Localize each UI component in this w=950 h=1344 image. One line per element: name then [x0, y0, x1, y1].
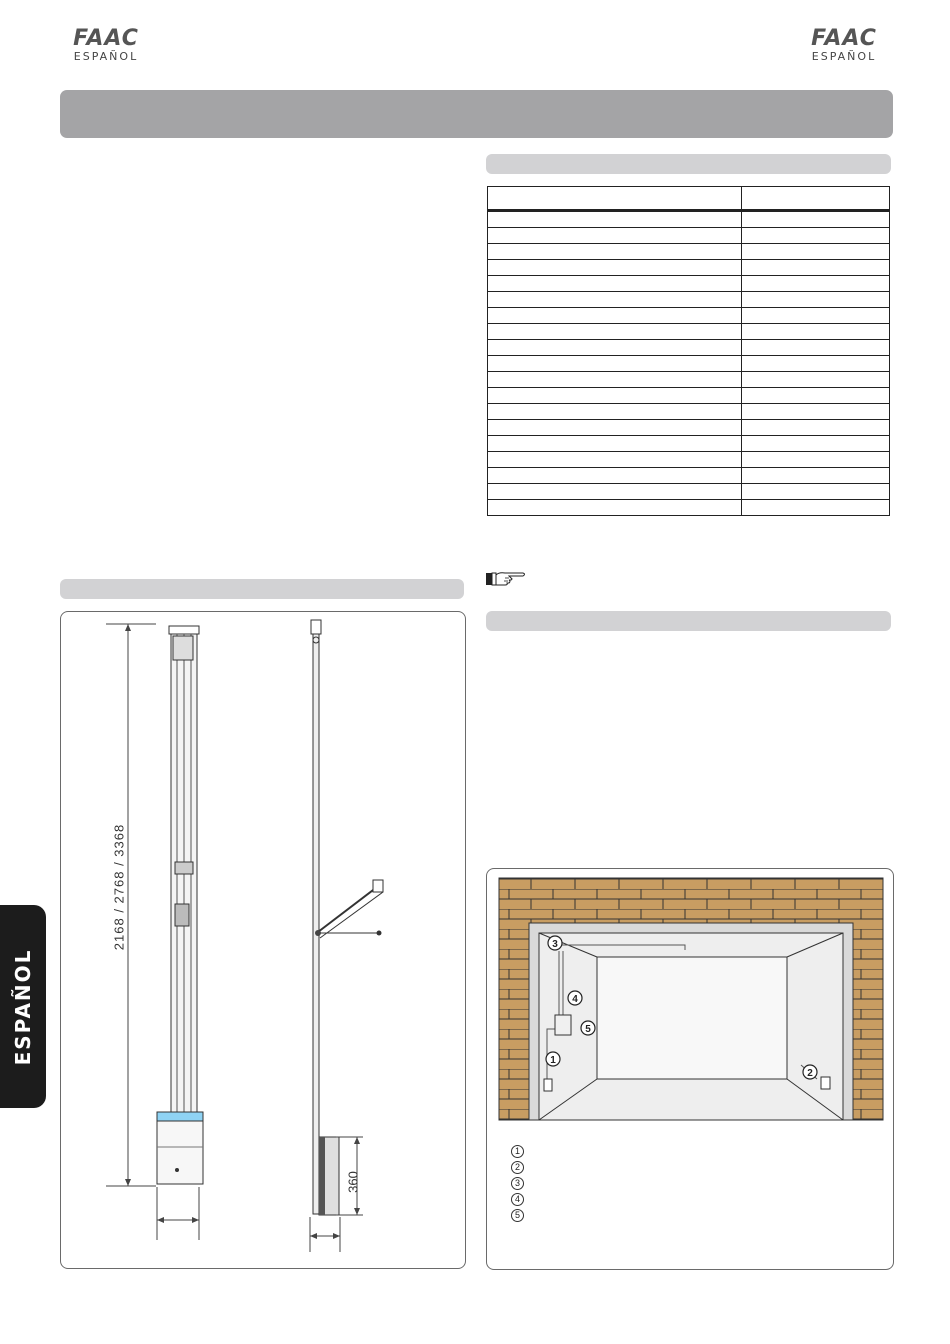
- legend-marker: 2: [511, 1161, 524, 1174]
- page-title-bar: [60, 90, 893, 138]
- technical-data-table: [487, 186, 890, 516]
- table-row: [488, 404, 890, 420]
- table-row: [488, 356, 890, 372]
- brand-name: FAAC: [811, 26, 877, 51]
- section-header-dimensions: [60, 579, 464, 599]
- table-row: [488, 260, 890, 276]
- legend-marker: 4: [511, 1193, 524, 1206]
- brand-name: FAAC: [73, 26, 139, 51]
- table-row: [488, 388, 890, 404]
- installation-legend: [511, 1143, 524, 1223]
- table-row: [488, 211, 890, 228]
- svg-text:5: 5: [585, 1024, 591, 1035]
- language-side-tab: [0, 905, 46, 1108]
- svg-text:4: 4: [572, 994, 578, 1005]
- height-dimension-label: 2168 / 2768 / 3368: [111, 823, 127, 951]
- faac-logo-left: [56, 28, 156, 64]
- table-row: [488, 340, 890, 356]
- table-row: [488, 276, 890, 292]
- svg-text:2: 2: [807, 1068, 813, 1079]
- table-row: [488, 452, 890, 468]
- side-tab-label: ESPAÑOL: [11, 948, 35, 1065]
- legend-marker: 5: [511, 1209, 524, 1222]
- installation-layout-panel: [486, 868, 894, 1270]
- table-row: [488, 324, 890, 340]
- legend-marker: 3: [511, 1177, 524, 1190]
- faac-logo-right: [794, 28, 894, 64]
- table-row: [488, 228, 890, 244]
- table-row: [488, 372, 890, 388]
- table-row: [488, 292, 890, 308]
- table-row: [488, 484, 890, 500]
- section-header-installation: [486, 611, 891, 631]
- table-row: [488, 468, 890, 484]
- table-row: [488, 436, 890, 452]
- table-row: [488, 244, 890, 260]
- pointing-hand-icon: [485, 570, 529, 593]
- table-row: [488, 308, 890, 324]
- svg-text:3: 3: [552, 939, 558, 950]
- language-label: ESPAÑOL: [73, 50, 139, 63]
- table-row: [488, 420, 890, 436]
- legend-item: [511, 1143, 524, 1159]
- language-label: ESPAÑOL: [811, 50, 877, 63]
- section-header-technical-data: [486, 154, 891, 174]
- svg-text:1: 1: [550, 1055, 556, 1066]
- dimensions-drawing-panel: [60, 611, 466, 1269]
- legend-marker: 1: [511, 1145, 524, 1158]
- legend-item: [511, 1207, 524, 1223]
- table-row: [488, 500, 890, 516]
- box-height-dimension-label: 360: [345, 1171, 361, 1193]
- legend-item: [511, 1191, 524, 1207]
- legend-item: [511, 1175, 524, 1191]
- legend-item: [511, 1159, 524, 1175]
- table-header-row: [488, 187, 890, 211]
